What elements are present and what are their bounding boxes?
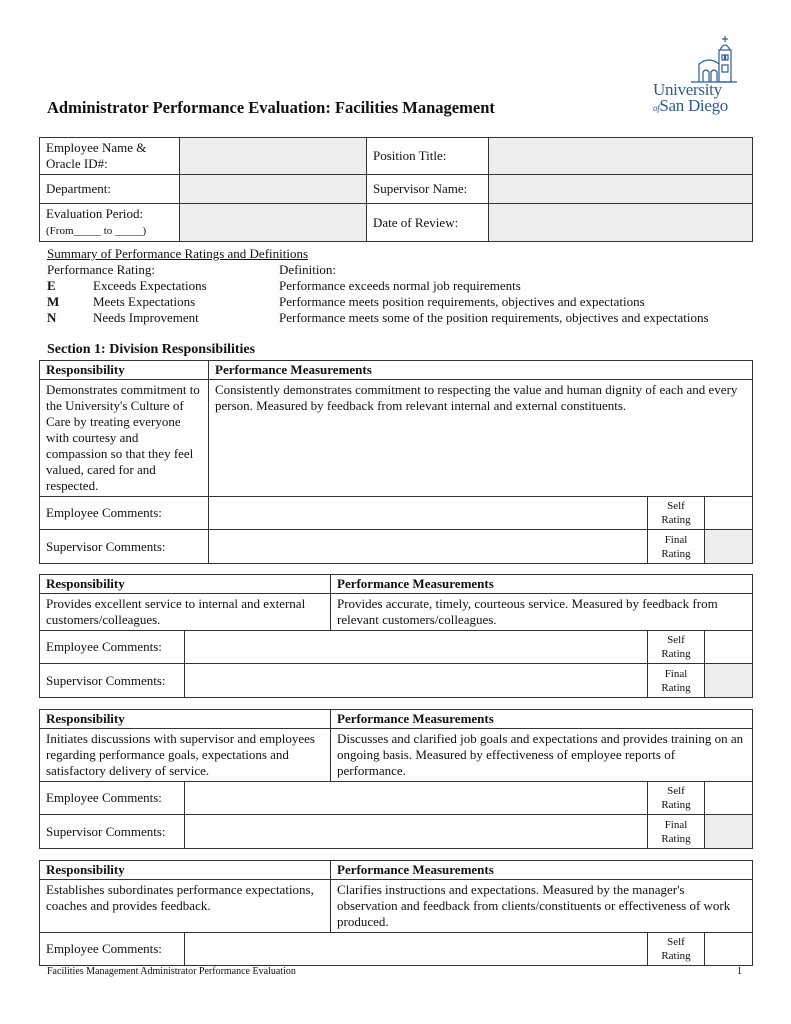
employee-comments-field[interactable] (185, 631, 648, 664)
position-title-label: Position Title: (367, 138, 489, 175)
responsibility-text: Demonstrates commitment to the University's Culture of Care by treating everyone with courtesy and compassion so that they feel valued, cared for and respected. (40, 380, 209, 497)
logo-university: University (653, 80, 722, 99)
ratings-summary (47, 246, 747, 326)
final-rating-field[interactable] (705, 530, 753, 564)
page-number: 1 (737, 966, 742, 977)
measurement-text: Clarifies instructions and expectations. Measured by the manager's observation and feedback from clients/constituents or effectiveness of work produced. (331, 880, 753, 933)
supervisor-comments-field[interactable] (185, 664, 648, 698)
responsibility-header: Responsibility (40, 361, 209, 380)
final-rating-field[interactable] (705, 664, 753, 698)
employee-info-table (39, 137, 753, 242)
self-rating-field[interactable] (705, 497, 753, 530)
rating-code: M (47, 294, 60, 309)
date-of-review-field[interactable] (489, 204, 753, 242)
rating-name: Exceeds Expectations (93, 278, 207, 293)
employee-comments-field[interactable] (185, 933, 648, 966)
responsibility-header: Responsibility (40, 710, 331, 729)
self-rating-label: Self Rating (648, 782, 705, 815)
final-rating-label: Final Rating (648, 664, 705, 698)
supervisor-comments-label: Supervisor Comments: (40, 815, 185, 849)
measurements-header: Performance Measurements (331, 575, 753, 594)
responsibility-header: Responsibility (40, 575, 331, 594)
measurement-text: Consistently demonstrates commitment to respecting the value and human dignity of each and every person. Measured by feedback from relevant internal and external constituents. (209, 380, 753, 497)
responsibility-table (39, 574, 753, 698)
employee-comments-label: Employee Comments: (40, 631, 185, 664)
rating-code: E (47, 278, 56, 293)
rating-row (47, 278, 747, 294)
responsibility-table (39, 709, 753, 849)
measurements-header: Performance Measurements (209, 361, 753, 380)
rating-definition: Performance meets position requirements, objectives and expectations (279, 294, 645, 309)
rating-row (47, 294, 747, 310)
rating-definition: Performance meets some of the position requirements, objectives and expectations (279, 310, 709, 325)
employee-name-field[interactable] (180, 138, 367, 175)
final-rating-field[interactable] (705, 815, 753, 849)
employee-comments-field[interactable] (209, 497, 648, 530)
responsibility-table (39, 860, 753, 966)
measurement-text: Provides accurate, timely, courteous service. Measured by feedback from relevant customers/colleagues. (331, 594, 753, 631)
supervisor-comments-field[interactable] (209, 530, 648, 564)
date-of-review-label: Date of Review: (367, 204, 489, 242)
measurement-text: Discusses and clarified job goals and expectations and provides training on an ongoing basis. Measured by effectiveness of employee reports of performance. (331, 729, 753, 782)
rating-name: Meets Expectations (93, 294, 196, 309)
rating-column-header: Performance Rating: (47, 262, 155, 277)
supervisor-comments-label: Supervisor Comments: (40, 530, 209, 564)
supervisor-comments-label: Supervisor Comments: (40, 664, 185, 698)
employee-comments-label: Employee Comments: (40, 933, 185, 966)
section-title: Section 1: Division Responsibilities (47, 342, 256, 357)
self-rating-label: Self Rating (648, 933, 705, 966)
self-rating-field[interactable] (705, 782, 753, 815)
footer-text: Facilities Management Administrator Performance Evaluation (47, 966, 296, 977)
supervisor-comments-field[interactable] (185, 815, 648, 849)
evaluation-period-label: Evaluation Period: (From_____ to _____) (40, 204, 180, 242)
department-field[interactable] (180, 175, 367, 204)
self-rating-field[interactable] (705, 631, 753, 664)
responsibility-text: Establishes subordinates performance expectations, coaches and provides feedback. (40, 880, 331, 933)
employee-comments-label: Employee Comments: (40, 497, 209, 530)
rating-code: N (47, 310, 57, 325)
responsibility-text: Provides excellent service to internal and external customers/colleagues. (40, 594, 331, 631)
measurements-header: Performance Measurements (331, 861, 753, 880)
logo-of: of (653, 103, 660, 113)
logo-san-diego-text: San Diego (659, 96, 729, 115)
evaluation-period-field[interactable] (180, 204, 367, 242)
responsibility-header: Responsibility (40, 861, 331, 880)
rating-name: Needs Improvement (93, 310, 199, 325)
page-footer (47, 966, 742, 977)
supervisor-name-label: Supervisor Name: (367, 175, 489, 204)
final-rating-label: Final Rating (648, 530, 705, 564)
logo-san-diego (653, 96, 728, 116)
self-rating-label: Self Rating (648, 631, 705, 664)
chapel-tower-icon (651, 34, 743, 84)
definition-column-header: Definition: (279, 262, 337, 277)
responsibility-table (39, 360, 753, 564)
self-rating-label: Self Rating (648, 497, 705, 530)
employee-comments-field[interactable] (185, 782, 648, 815)
employee-comments-label: Employee Comments: (40, 782, 185, 815)
self-rating-field[interactable] (705, 933, 753, 966)
rating-row (47, 310, 747, 326)
supervisor-name-field[interactable] (489, 175, 753, 204)
university-logo (651, 34, 743, 118)
position-title-field[interactable] (489, 138, 753, 175)
employee-name-label: Employee Name & Oracle ID#: (40, 138, 180, 175)
rating-definition: Performance exceeds normal job requirements (279, 278, 521, 293)
measurements-header: Performance Measurements (331, 710, 753, 729)
final-rating-label: Final Rating (648, 815, 705, 849)
responsibility-text: Initiates discussions with supervisor and employees regarding performance goals, expectations and satisfactory delivery of service. (40, 729, 331, 782)
page-title: Administrator Performance Evaluation: Facilities Management (47, 98, 495, 117)
summary-heading: Summary of Performance Ratings and Definitions (47, 246, 309, 261)
department-label: Department: (40, 175, 180, 204)
